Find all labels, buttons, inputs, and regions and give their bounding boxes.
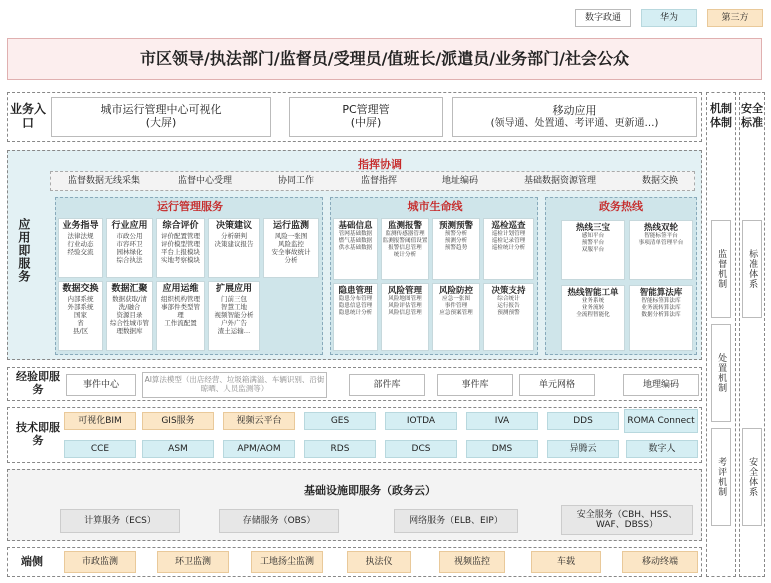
command-item-6: 基础数据资源管理: [523, 175, 596, 186]
tech-label: 技术即服务: [16, 421, 60, 447]
ops-card-title: 扩展应用: [215, 284, 252, 294]
sec-standard: 标准体系: [742, 220, 762, 318]
ops-card-line: 安全事故统计: [271, 248, 311, 257]
infra-title: 基础设施即服务（政务云）: [304, 483, 436, 497]
infra-storage: 存储服务（OBS）: [219, 509, 339, 533]
lifeline-card-line: 综合统计: [497, 296, 520, 303]
ops-card-line: 评价配置管理: [161, 231, 200, 240]
edge-mobile: 移动终端: [622, 551, 698, 573]
lifeline-card-line: 预警分析: [444, 231, 468, 238]
hotline-card-title: 热线双轮: [643, 223, 678, 233]
lifeline-card-title: 监测报警: [387, 221, 422, 231]
edge-municipal: 市政监测: [64, 551, 136, 573]
tech-asm: ASM: [142, 440, 214, 458]
lifeline-card-line: 巡检计划管理: [491, 231, 526, 238]
lifeline-card-line: 隐患分布管理: [338, 296, 373, 303]
ops-card-line: 组织机构管理: [161, 294, 200, 303]
ops-card-line: 数据获取/清: [112, 294, 147, 303]
infra-compute: 计算服务（ECS）: [60, 509, 180, 533]
lifeline-card-jichuxinxi: [333, 218, 378, 280]
lifeline-card-line: 运行报告: [497, 303, 520, 310]
tech-ges: GES: [304, 412, 376, 430]
hotline-card-line: 全流程智能化: [576, 312, 610, 319]
ops-card-line: 园林绿化: [116, 248, 143, 257]
ops-card-line: 实地考察模块: [161, 256, 200, 265]
lifeline-card-line: 预测分析: [444, 238, 468, 245]
lifeline-card-line: 燃气基础数据: [338, 238, 373, 245]
lifeline-card-line: 风险信息管理: [388, 310, 422, 317]
lifeline-card-line: 风险评估管理: [388, 303, 422, 310]
hotline-card-line: 事项清单管理平台: [638, 240, 684, 247]
command-item-2: 监督中心受理: [177, 175, 232, 186]
ops-card-title: 决策建议: [215, 221, 252, 231]
ops-card-line: 智慧工地: [221, 302, 247, 311]
ops-title: 运行管理服务: [157, 200, 223, 213]
lifeline-card-title: 巡检巡查: [491, 221, 526, 231]
entry-mobile: [452, 97, 697, 137]
mech-evaluation: 考评机制: [711, 428, 731, 526]
ops-card-line: 经验交流: [67, 248, 94, 257]
exp-ai-models: AI算法模型（出店经营、垃圾箱满溢、车辆识别、沿街晾晒、人员监测等）: [142, 372, 327, 398]
ops-card-line: 户外广告: [221, 319, 247, 328]
lifeline-card-yinhuanguanli: [333, 283, 378, 351]
ops-card-line: 国家: [74, 311, 87, 320]
ops-card-line: 分析: [284, 256, 298, 265]
lifeline-card-title: 基础信息: [338, 221, 373, 231]
entry-big-screen-title: 城市运行管理中心可视化: [100, 103, 222, 117]
ops-card-line: 市容环卫: [116, 239, 143, 248]
entry-pc-sub: (中屏): [350, 116, 382, 129]
lifeline-card-line: 预警趋势: [444, 245, 468, 252]
lifeline-card-title: 预测预警: [438, 221, 473, 231]
command-item-4: 监督指挥: [360, 175, 397, 186]
ops-card-line: 理: [177, 311, 184, 320]
command-item-1: 监督数据无线采集: [67, 175, 140, 186]
hotline-card-title: 智能算法库: [639, 288, 683, 298]
command-item-5: 地址编码: [441, 175, 478, 186]
ops-card-hangyeyingyong: [106, 218, 153, 278]
lifeline-card-fengxianfangkong: [432, 283, 480, 351]
lifeline-card-jiancebaojing: [381, 218, 429, 280]
ops-card-line: 决策建议报告: [214, 239, 254, 248]
ops-card-yunxingjiance: [263, 218, 319, 278]
ops-card-yewuzhidao: [58, 218, 103, 278]
mech-disposal: 处置机制: [711, 324, 731, 422]
ops-card-line: 市政公用: [116, 231, 143, 240]
command-item-7: 数据交换: [641, 175, 678, 186]
command-item-3: 协同工作: [277, 175, 314, 186]
ops-card-title: 行业应用: [111, 221, 148, 231]
tech-iotda: IOTDA: [385, 412, 457, 430]
exp-event-center: 事件中心: [66, 374, 136, 396]
lifeline-card-line: 管网基础数据: [338, 231, 373, 238]
ops-card-line: 分析研判: [221, 231, 247, 240]
tech-gis: GIS服务: [142, 412, 214, 430]
tech-video-cloud: 视频云平台: [223, 412, 295, 430]
ops-card-line: 内部系统: [67, 294, 94, 303]
ops-card-line: 洗/融合: [118, 302, 141, 311]
ops-card-shujuhuiju: [106, 281, 153, 351]
ops-card-line: 法律法规: [67, 231, 94, 240]
tech-dms: DMS: [466, 440, 538, 458]
ops-card-line: 行业动态: [67, 239, 94, 248]
ops-card-line: 平台上报模块: [161, 248, 200, 257]
hotline-card-line: 业务系统: [581, 298, 605, 305]
tech-iva: IVA: [466, 412, 538, 430]
lifeline-card-line: 应急一张图: [442, 296, 470, 303]
hotline-card-title: 热线三宝: [575, 223, 610, 233]
tech-roma: ROMA Connect: [624, 409, 698, 433]
business-entry-label: 业务入口: [10, 102, 47, 130]
edge-sanitation: 环卫监测: [157, 551, 229, 573]
ops-card-yingyongyunwei: [156, 281, 205, 351]
ops-card-juecejianyi: [208, 218, 260, 278]
lifeline-card-title: 风险防控: [438, 286, 473, 296]
lifeline-card-line: 隐患统计分析: [338, 310, 373, 317]
entry-big-screen-sub: (大屏): [145, 116, 177, 129]
mechanism-title: 机制体制: [710, 101, 732, 129]
edge-vehicle: 车载: [531, 551, 601, 573]
ops-card-kuozhanyingyong: [208, 281, 260, 351]
lifeline-card-line: 应急预案管理: [439, 310, 473, 317]
hotline-card-line: 业务流转算法库: [641, 305, 681, 312]
tech-digital-human: 数字人: [626, 440, 698, 458]
ops-card-title: 业务指导: [62, 221, 99, 231]
lifeline-card-title: 风险管理: [387, 286, 422, 296]
entry-mobile-title: 移动应用: [552, 103, 597, 117]
lifeline-card-line: 统计分析: [393, 252, 417, 259]
ops-card-line: 门前三包: [221, 294, 247, 303]
edge-label: 端侧: [21, 554, 43, 568]
edge-video: 视频监控: [439, 551, 505, 573]
ops-card-line: 外部系统: [67, 302, 94, 311]
ops-card-title: 数据汇聚: [111, 284, 148, 294]
lifeline-card-line: 预测预警: [497, 310, 520, 317]
lifeline-card-line: 事件管理: [444, 303, 468, 310]
hotline-card-line: 数据分析算法库: [641, 312, 681, 319]
ops-card-title: 应用运维: [162, 284, 199, 294]
lifeline-card-line: 隐患信息管理: [338, 303, 373, 310]
ops-card-line: 工作流配置: [164, 319, 197, 328]
app-service-label: 应用即服务: [16, 217, 31, 283]
ops-card-line: 综合性城市管: [110, 319, 149, 328]
lifeline-card-line: 监测报警阈值设置: [382, 238, 428, 245]
lifeline-title: 城市生命线: [407, 200, 463, 213]
ops-card-line: 综合执法: [116, 256, 143, 265]
ops-card-title: 运行监测: [272, 221, 309, 231]
ops-card-line: 事部件类型管: [161, 302, 200, 311]
infra-security: 安全服务（CBH、HSS、WAF、DBSS）: [561, 505, 693, 535]
sec-security: 安全体系: [742, 428, 762, 526]
entry-pc-title: PC管理管: [342, 103, 390, 117]
ops-card-line: 省: [77, 319, 84, 328]
lifeline-card-juecezhichi: [483, 283, 534, 351]
hotline-card-rexianshuanglun: [629, 220, 693, 280]
lifeline-card-title: 隐患管理: [338, 286, 373, 296]
lifeline-card-line: 巡检记录管理: [491, 238, 526, 245]
security-title: 安全标准: [741, 101, 763, 129]
hotline-card-line: 智能标签平台: [644, 233, 678, 240]
hotline-card-suanfaku: [629, 285, 693, 351]
hotline-card-rexiansanbao: [561, 220, 625, 280]
lifeline-card-line: 巡检统计分析: [491, 245, 526, 252]
hotline-card-line: 业务流转: [581, 305, 605, 312]
edge-law-recorder: 执法仪: [347, 551, 411, 573]
tech-ascend: 异腾云: [547, 440, 619, 458]
ops-card-title: 综合评价: [162, 221, 199, 231]
lifeline-card-line: 风险地图管理: [388, 296, 422, 303]
exp-unit-grid: 单元网格: [519, 374, 595, 396]
hotline-card-line: 预警平台: [581, 240, 605, 247]
command-title: 指挥协调: [358, 158, 402, 171]
lifeline-card-line: 供水基础数据: [338, 245, 373, 252]
edge-dust: 工地扬尘监测: [251, 551, 323, 573]
ops-card-title: 数据交换: [62, 284, 99, 294]
ops-card-line: 渣土运输…: [217, 327, 251, 336]
ops-card-line: 资源目录: [116, 311, 143, 320]
ops-card-line: 理数据库: [116, 327, 143, 336]
entry-pc: [289, 97, 443, 137]
ops-card-line: 评价模型管理: [161, 239, 200, 248]
hotline-card-zhinenggongdan: [561, 285, 625, 351]
hotline-card-line: 双服平台: [581, 247, 605, 254]
ops-card-shujujiaohuan: [58, 281, 103, 351]
lifeline-card-line: 监测传感器管理: [385, 231, 425, 238]
tech-cce: CCE: [64, 440, 136, 458]
ops-card-line: 县/区: [72, 327, 89, 336]
hotline-card-line: 智能标签算法库: [641, 298, 681, 305]
tech-apm: APM/AOM: [223, 440, 295, 458]
entry-big-screen: [51, 97, 271, 137]
legend-shuzizhengtong: 数字政通: [575, 9, 631, 27]
tech-dds: DDS: [547, 412, 619, 430]
tech-bim: 可视化BIM: [64, 412, 136, 430]
exp-geo-code: 地理编码: [623, 374, 699, 396]
experience-label: 经验即服务: [16, 370, 60, 396]
header-title: 市区领导/执法部门/监督员/受理员/值班长/派遣员/业务部门/社会公众: [7, 38, 762, 80]
legend-third-party: 第三方: [707, 9, 763, 27]
lifeline-card-xunjianxuncha: [483, 218, 534, 280]
tech-dcs: DCS: [385, 440, 457, 458]
legend-huawei: 华为: [641, 9, 697, 27]
lifeline-card-yuceyujing: [432, 218, 480, 280]
lifeline-card-title: 决策支持: [491, 286, 526, 296]
hotline-card-line: 感知平台: [581, 233, 605, 240]
ops-card-line: 风险监控: [278, 239, 304, 248]
entry-mobile-sub: (领导通、处置通、考评通、更新通…): [490, 117, 659, 129]
lifeline-card-fengxianguanli: [381, 283, 429, 351]
tech-rds: RDS: [304, 440, 376, 458]
hotline-title: 政务热线: [599, 200, 643, 213]
exp-event-lib: 事件库: [437, 374, 513, 396]
hotline-card-title: 热线智能工单: [567, 288, 619, 298]
ops-card-line: 视频智能分析: [214, 311, 254, 320]
ops-card-zonghepingjia: [156, 218, 205, 278]
infra-network: 网络服务（ELB、EIP）: [394, 509, 518, 533]
exp-component-lib: 部件库: [349, 374, 425, 396]
ops-card-line: 风险一张图: [274, 231, 308, 240]
mech-supervision: 监督机制: [711, 220, 731, 318]
lifeline-card-line: 报警信息管理: [388, 245, 422, 252]
